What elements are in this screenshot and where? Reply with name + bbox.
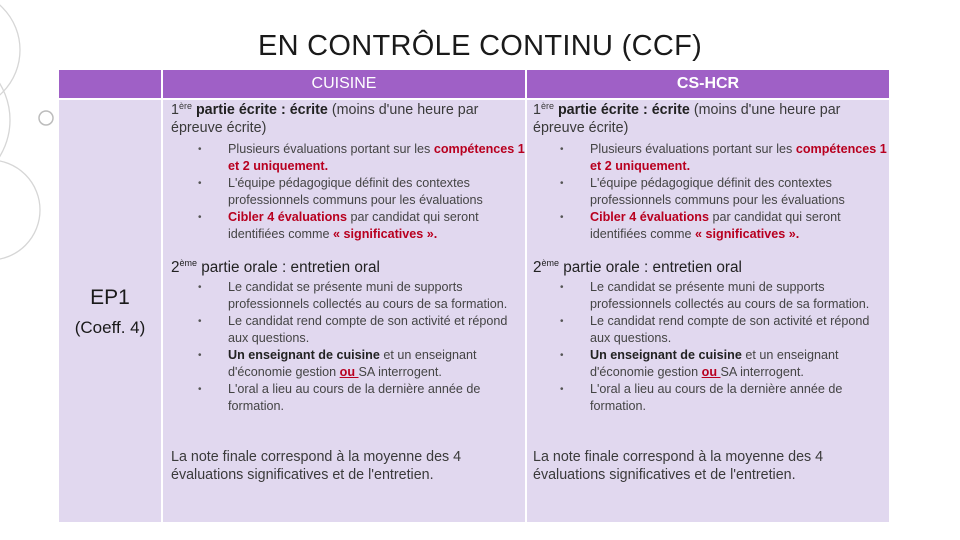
part2-number: 2 [533, 259, 542, 276]
bullet-underline: ou [339, 365, 359, 379]
bullet-text: Le candidat se présente muni de supports professionnels collectés au cours de sa formation. [590, 280, 870, 311]
ccf-table [58, 69, 890, 523]
bullet-text: . [324, 159, 329, 173]
bullet-emphasis: Cibler 4 évaluations [228, 210, 347, 224]
bullet-text: et un enseignant d'économie gestion [228, 348, 477, 379]
part1-number: 1 [171, 102, 179, 118]
bullet-emphasis: « significatives ». [695, 227, 800, 241]
list-item [215, 279, 525, 313]
written-bullets [215, 141, 525, 243]
bullet-emphasis: compétences 1 et 2 uniquement [590, 142, 887, 173]
bullet-text: L'oral a lieu au cours de la dernière année de formation. [590, 382, 843, 413]
list-item [215, 347, 525, 381]
part1-title: partie écrite : écrite [553, 102, 690, 118]
final-note: La note finale correspond à la moyenne des 4 évaluations significatives et de l'entretien. [171, 449, 462, 483]
bullet-emphasis: compétences 1 et 2 uniquement [228, 142, 525, 173]
oral-bullets [215, 279, 525, 415]
oral-bullets [577, 279, 887, 415]
list-item [577, 381, 887, 415]
bullet-text: Le candidat rend compte de son activité et répond aux questions. [228, 314, 508, 345]
part2-title: partie orale : entretien oral [559, 259, 742, 276]
header-empty-cell [59, 70, 161, 98]
part2-number: 2 [171, 259, 180, 276]
list-item [577, 279, 887, 313]
bullet-underline: ou [701, 365, 721, 379]
header-divider [59, 98, 889, 100]
bullet-emphasis: Un enseignant de cuisine [228, 348, 380, 362]
part1-suffix: ère [178, 101, 192, 111]
column-divider [525, 70, 527, 522]
row-label-coeff: (Coeff. 4) [74, 318, 146, 337]
part1-heading [171, 101, 523, 137]
part2-suffix: ème [541, 258, 560, 268]
list-item [215, 175, 525, 209]
list-item [577, 347, 887, 381]
part2-suffix: ème [179, 258, 198, 268]
bullet-text: Plusieurs évaluations portant sur les [590, 142, 796, 156]
bullet-text: L'oral a lieu au cours de la dernière année de formation. [228, 382, 481, 413]
final-note: La note finale correspond à la moyenne des 4 évaluations significatives et de l'entretien. [533, 449, 824, 483]
cs-hcr-column [533, 101, 887, 483]
bullet-emphasis: Cibler 4 évaluations [590, 210, 709, 224]
written-bullets [577, 141, 887, 243]
bullet-text: et un enseignant d'économie gestion [590, 348, 839, 379]
part1-title: partie écrite : écrite [191, 102, 328, 118]
list-item [215, 313, 525, 347]
row-label-ep1: EP1 [90, 286, 130, 309]
bullet-text: L'équipe pédagogique définit des contextes professionnels communs pour les évaluations [228, 176, 483, 207]
bullet-emphasis: « significatives ». [333, 227, 438, 241]
bullet-text: SA interrogent. [358, 365, 442, 379]
part1-number: 1 [533, 102, 541, 118]
column-divider [161, 70, 163, 522]
list-item [215, 141, 525, 175]
part1-duration: (moins d'une heure par épreuve écrite) [171, 102, 479, 136]
page-title: EN CONTRÔLE CONTINU (CCF) [257, 30, 703, 62]
header-cs-hcr: CS-HCR [527, 70, 889, 98]
row-label [59, 286, 161, 338]
part1-suffix: ère [540, 101, 554, 111]
part1-duration: (moins d'une heure par épreuve écrite) [533, 102, 841, 136]
bullet-text: . [686, 159, 691, 173]
bullet-text: SA interrogent. [720, 365, 804, 379]
part2-heading [171, 259, 380, 277]
bullet-emphasis: Un enseignant de cuisine [590, 348, 742, 362]
cuisine-column [171, 101, 525, 483]
list-item [577, 175, 887, 209]
list-item [215, 209, 525, 243]
bullet-text: par candidat qui seront identifiées comme [228, 210, 479, 241]
bullet-text: Plusieurs évaluations portant sur les [228, 142, 434, 156]
bullet-text: Le candidat rend compte de son activité et répond aux questions. [590, 314, 870, 345]
list-item [577, 209, 887, 243]
list-item [215, 381, 525, 415]
bullet-text: par candidat qui seront identifiées comme [590, 210, 841, 241]
list-item [577, 141, 887, 175]
bullet-text: Le candidat se présente muni de supports professionnels collectés au cours de sa formation. [228, 280, 508, 311]
part2-heading [533, 259, 742, 277]
list-item [577, 313, 887, 347]
part1-heading [533, 101, 885, 137]
bullet-text: L'équipe pédagogique définit des contextes professionnels communs pour les évaluations [590, 176, 845, 207]
part2-title: partie orale : entretien oral [197, 259, 380, 276]
header-cuisine: CUISINE [163, 70, 525, 98]
